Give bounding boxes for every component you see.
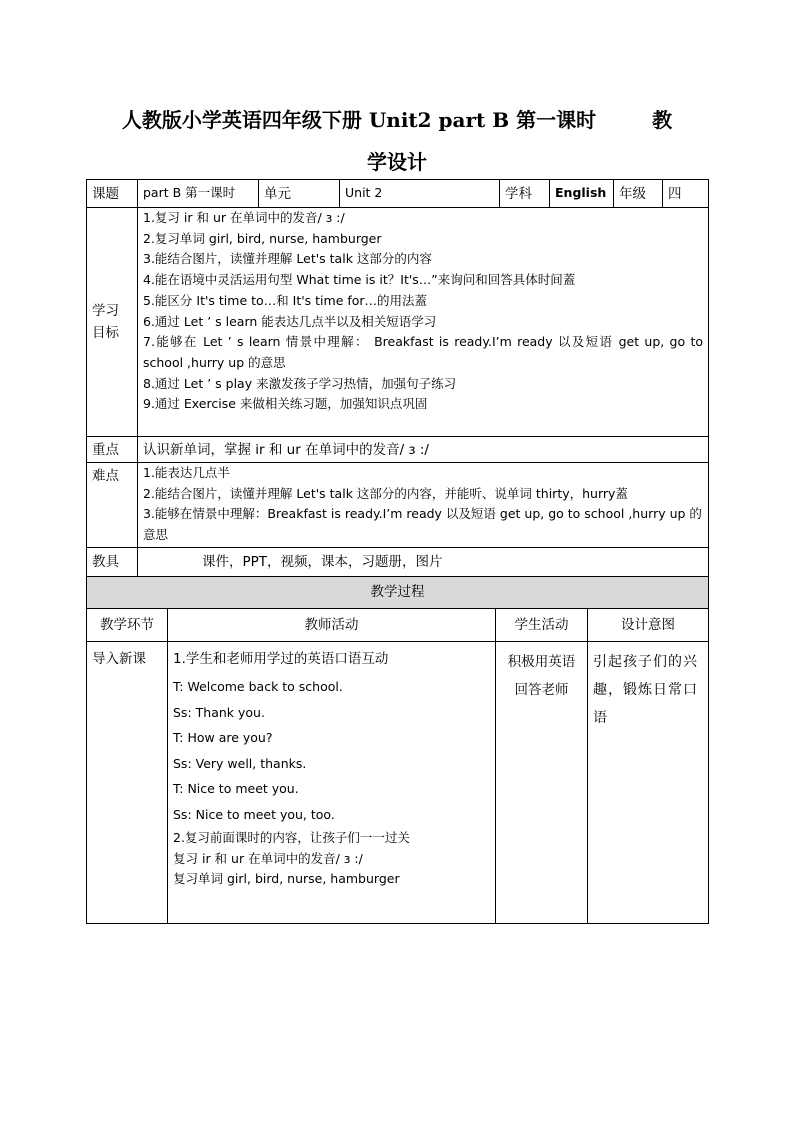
process-heading: 教学过程 xyxy=(87,577,709,609)
goal-item: 6.通过 Let ’ s learn 能表达几点半以及相关短语学习 xyxy=(143,313,437,329)
header-student: 学生活动 xyxy=(496,609,588,642)
difficulty-list xyxy=(138,463,709,548)
document-title-line1 xyxy=(86,104,708,133)
review-line: 复习单词 girl, bird, nurse, hamburger xyxy=(173,871,400,887)
difficulty-item: 2.能结合图片，读懂并理解 Let's talk 这部分的内容，并能听、说单词 thirty，hurry蓋 xyxy=(143,485,628,501)
review-line: 2.复习前面课时的内容，让孩子们一一过关 xyxy=(173,830,410,845)
title-tail: 教 xyxy=(652,108,673,132)
dialogue-line: Ss: Very well, thanks. xyxy=(173,755,307,771)
header-stage: 教学环节 xyxy=(87,609,168,642)
goals-list xyxy=(138,208,709,437)
goal-item: 1.复习 ir 和 ur 在单词中的发音/ ɜ :/ xyxy=(143,210,345,225)
goal-item: 9.通过 Exercise 来做相关练习题，加强知识点巩固 xyxy=(143,396,428,412)
dialogue-line: Ss: Thank you. xyxy=(173,704,265,720)
topic-label: 课题 xyxy=(87,180,138,208)
design-intent-cell: 引起孩子们的兴趣，锻炼日常口语 xyxy=(588,642,709,924)
dialogue-line: T: How are you? xyxy=(173,730,273,745)
goals-label: 学习 目标 xyxy=(87,208,138,437)
student-activity-cell xyxy=(496,642,588,924)
review-line: 复习 ir 和 ur 在单词中的发音/ ɜ :/ xyxy=(173,850,363,866)
topic-value: part B 第一课时 xyxy=(138,180,259,208)
teacher-activity-cell xyxy=(168,642,496,924)
lesson-info-table xyxy=(86,179,709,577)
goal-item: 5.能区分 It's time to…和 It's time for…的用法蓋 xyxy=(143,292,428,308)
goal-item: 2.复习单词 girl, bird, nurse, hamburger xyxy=(143,230,382,246)
difficulty-item: 3.能够在情景中理解：Breakfast is ready.I’m ready 以及短语 get up, go to school ,hurry up 的意思 xyxy=(143,506,702,543)
difficulty-label: 难点 xyxy=(87,463,138,548)
unit-value: Unit 2 xyxy=(340,180,500,208)
dialogue-line: T: Welcome back to school. xyxy=(173,679,343,694)
dialogue-line: T: Nice to meet you. xyxy=(173,781,299,796)
goal-item: 3.能结合图片，读懂并理解 Let's talk 这部分的内容 xyxy=(143,251,432,267)
unit-label: 单元 xyxy=(259,180,340,208)
goal-item: 7.能够在 Let ’ s learn 情景中理解： Breakfast is ready.I’m ready 以及短语 get up, go to school ,hurry up 的意思 xyxy=(143,334,703,370)
teaching-process-table xyxy=(86,576,709,924)
goal-item: 4.能在语境中灵活运用句型 What time is it？It's…”来询问和回答具体时间蓋 xyxy=(143,272,576,288)
document-title-line2: 学设计 xyxy=(367,150,427,174)
header-teacher: 教师活动 xyxy=(168,609,496,642)
student-line: 积极用英语 xyxy=(507,654,576,670)
grade-label: 年级 xyxy=(614,180,663,208)
difficulty-item: 1.能表达几点半 xyxy=(143,465,230,480)
student-line: 回答老师 xyxy=(514,682,569,698)
focus-text: 认识新单词，掌握 ir 和 ur 在单词中的发音/ ɜ :/ xyxy=(138,437,709,463)
title-main: 人教版小学英语四年级下册 Unit2 part B 第一课时 xyxy=(121,108,597,132)
tools-text: 课件，PPT，视频，课本，习题册，图片 xyxy=(138,548,709,577)
subject-value: English xyxy=(550,180,614,208)
focus-label: 重点 xyxy=(87,437,138,463)
subject-label: 学科 xyxy=(500,180,550,208)
dialogue-line: Ss: Nice to meet you, too. xyxy=(173,806,335,822)
goal-item: 8.通过 Let ’ s play 来激发孩子学习热情，加强句子练习 xyxy=(143,375,457,391)
stage-cell: 导入新课 xyxy=(87,642,168,924)
header-intent: 设计意图 xyxy=(588,609,709,642)
grade-value: 四 xyxy=(663,180,709,208)
teacher-intro: 1.学生和老师用学过的英语口语互动 xyxy=(173,651,389,667)
tools-label: 教具 xyxy=(87,548,138,577)
